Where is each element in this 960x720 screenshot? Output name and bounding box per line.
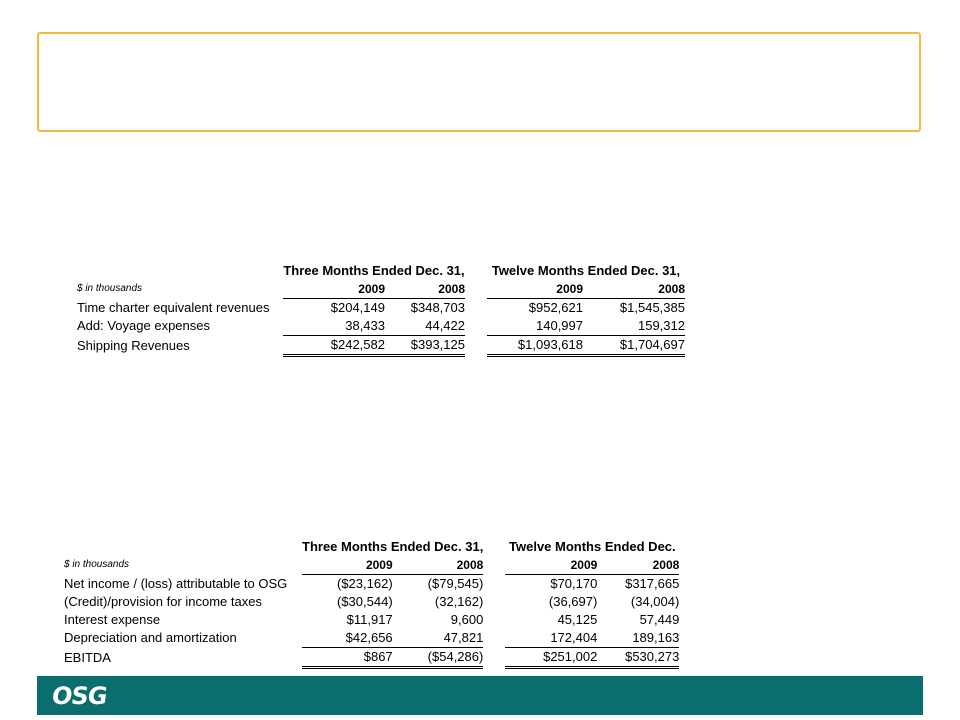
cell-value: $204,149 (330, 300, 385, 315)
year-header-row (64, 556, 679, 575)
cell-value: $1,545,385 (619, 300, 685, 315)
row-label: Add: Voyage expenses (77, 318, 210, 334)
cell-value: 45,125 (557, 612, 598, 627)
cell-value: $530,273 (597, 648, 679, 668)
year-header: 2008 (597, 556, 679, 575)
period-header-three-months: Three Months Ended Dec. 31, (302, 539, 484, 554)
cell-value: 57,449 (639, 612, 680, 627)
cell-value: 172,404 (505, 629, 597, 648)
title-box (37, 32, 921, 132)
row-label: Time charter equivalent revenues (77, 299, 270, 315)
cell-value: $70,170 (550, 576, 598, 591)
period-header-twelve-months: Twelve Months Ended Dec. (509, 539, 676, 554)
row-label: (Credit)/provision for income taxes (64, 594, 262, 609)
total-row (77, 336, 685, 356)
cell-value: 159,312 (583, 317, 685, 336)
footer-bar (37, 676, 923, 715)
total-row (64, 648, 679, 668)
year-header: 2008 (393, 556, 484, 575)
table-row (77, 317, 685, 336)
row-label: EBITDA (64, 649, 111, 665)
osg-logo: OSG (50, 682, 109, 710)
cell-value: $42,656 (302, 629, 393, 648)
cell-value: (34,004) (630, 594, 680, 609)
cell-value: 189,163 (597, 629, 679, 648)
table-row (64, 629, 679, 648)
cell-value: $242,582 (283, 336, 385, 356)
period-header-twelve-months: Twelve Months Ended Dec. 31, (491, 263, 681, 278)
unit-label: $ in thousands (77, 283, 143, 295)
cell-value: $1,704,697 (583, 336, 685, 356)
cell-value: $317,665 (625, 576, 680, 591)
cell-value: 140,997 (487, 317, 583, 336)
year-header: 2008 (385, 280, 465, 299)
cell-value: $348,703 (410, 300, 465, 315)
cell-value: 47,821 (393, 629, 484, 648)
table-row (64, 611, 679, 629)
cell-value: $11,917 (346, 612, 393, 627)
ebitda-table (64, 538, 679, 669)
table-row (64, 593, 679, 611)
table-row (77, 299, 685, 318)
cell-value: ($54,286) (393, 648, 484, 668)
cell-value: ($23,162) (337, 576, 393, 591)
cell-value: ($30,544) (337, 594, 393, 609)
cell-value: $393,125 (385, 336, 465, 356)
row-label: Depreciation and amortization (64, 630, 237, 646)
cell-value: 44,422 (385, 317, 465, 336)
row-label: Net income / (loss) attributable to OSG (64, 575, 288, 591)
cell-value: 38,433 (283, 317, 385, 336)
cell-value: $1,093,618 (487, 336, 583, 356)
cell-value: (32,162) (434, 594, 484, 609)
cell-value: (36,697) (548, 594, 598, 609)
year-header: 2009 (487, 280, 583, 299)
cell-value: 9,600 (450, 612, 484, 627)
unit-label: $ in thousands (64, 559, 130, 571)
period-header-three-months: Three Months Ended Dec. 31, (283, 263, 465, 278)
cell-value: $867 (302, 648, 393, 668)
period-header-row (64, 538, 679, 556)
cell-value: $251,002 (505, 648, 597, 668)
row-label: Interest expense (64, 612, 161, 627)
year-header-row (77, 280, 685, 299)
table-row (64, 575, 679, 594)
year-header: 2009 (283, 280, 385, 299)
row-label: Shipping Revenues (77, 337, 190, 353)
cell-value: $952,621 (528, 300, 583, 315)
year-header: 2009 (505, 556, 597, 575)
period-header-row (77, 262, 685, 280)
shipping-revenues-table (77, 262, 685, 357)
year-header: 2008 (583, 280, 685, 299)
cell-value: ($79,545) (427, 576, 484, 591)
year-header: 2009 (302, 556, 393, 575)
